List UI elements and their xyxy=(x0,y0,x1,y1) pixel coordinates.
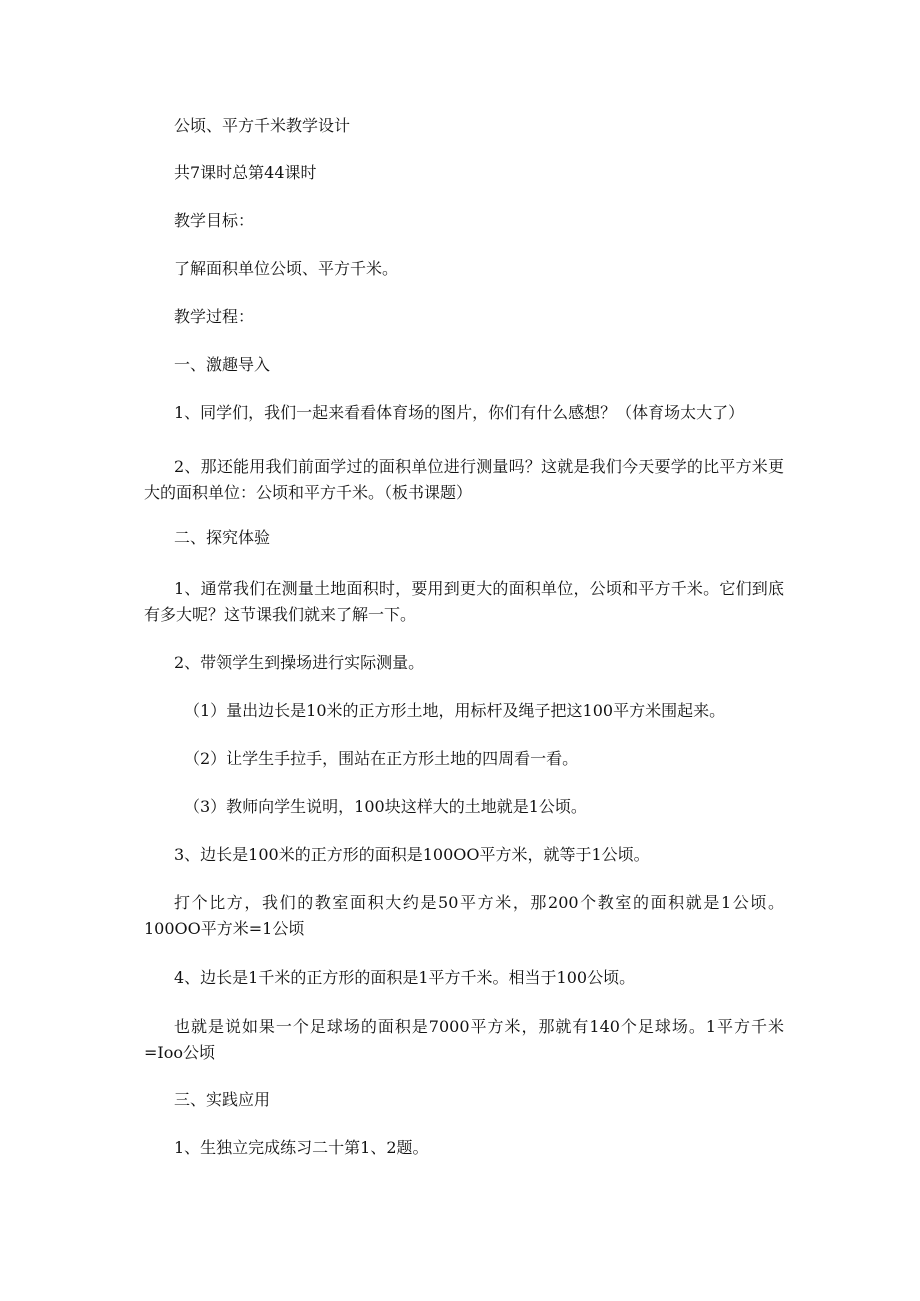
objective-text: 了解面积单位公顷、平方千米。 xyxy=(174,259,399,278)
section1-heading: 一、激趣导入 xyxy=(174,355,271,374)
document-title: 公顷、平方千米教学设计 xyxy=(174,116,351,135)
objective-heading: 教学目标： xyxy=(174,211,255,230)
section3-item1: 1、生独立完成练习二十第1、2题。 xyxy=(174,1138,429,1157)
section3-heading: 三、实践应用 xyxy=(174,1090,271,1109)
section2-sub2: （2）让学生手拉手，围站在正方形土地的四周看一看。 xyxy=(184,749,579,768)
section1-item2: 2、那还能用我们前面学过的面积单位进行测量吗？这就是我们今天要学的比平方米更大的面积单位：公顷和平方千米。（板书课题） xyxy=(144,457,784,502)
section2-sub1: （1）量出边长是10米的正方形土地，用标杆及绳子把这100平方米围起来。 xyxy=(184,701,726,720)
section1-item1: 1、同学们，我们一起来看看体育场的图片，你们有什么感想？（体育场太大了） xyxy=(174,403,745,422)
section2-item3-example: 打个比方，我们的教室面积大约是50平方米，那200个教室的面积就是1公顷。100OO平方米=1公顷 xyxy=(144,893,784,938)
section2-heading: 二、探究体验 xyxy=(174,528,271,547)
section2-item4: 4、边长是1千米的正方形的面积是1平方千米。相当于100公顷。 xyxy=(174,968,636,987)
process-heading: 教学过程： xyxy=(174,307,255,326)
section2-item4-example: 也就是说如果一个足球场的面积是7000平方米，那就有140个足球场。1平方千米=Ioo公顷 xyxy=(144,1017,784,1062)
lesson-count: 共7课时总第44课时 xyxy=(174,163,317,182)
section2-item2: 2、带领学生到操场进行实际测量。 xyxy=(174,653,425,672)
section2-item3: 3、边长是100米的正方形的面积是100OO平方米，就等于1公顷。 xyxy=(174,845,650,864)
section2-sub3: （3）教师向学生说明，100块这样大的土地就是1公顷。 xyxy=(184,797,587,816)
section2-item1: 1、通常我们在测量土地面积时，要用到更大的面积单位，公顷和平方千米。它们到底有多大呢？这节课我们就来了解一下。 xyxy=(144,579,784,624)
